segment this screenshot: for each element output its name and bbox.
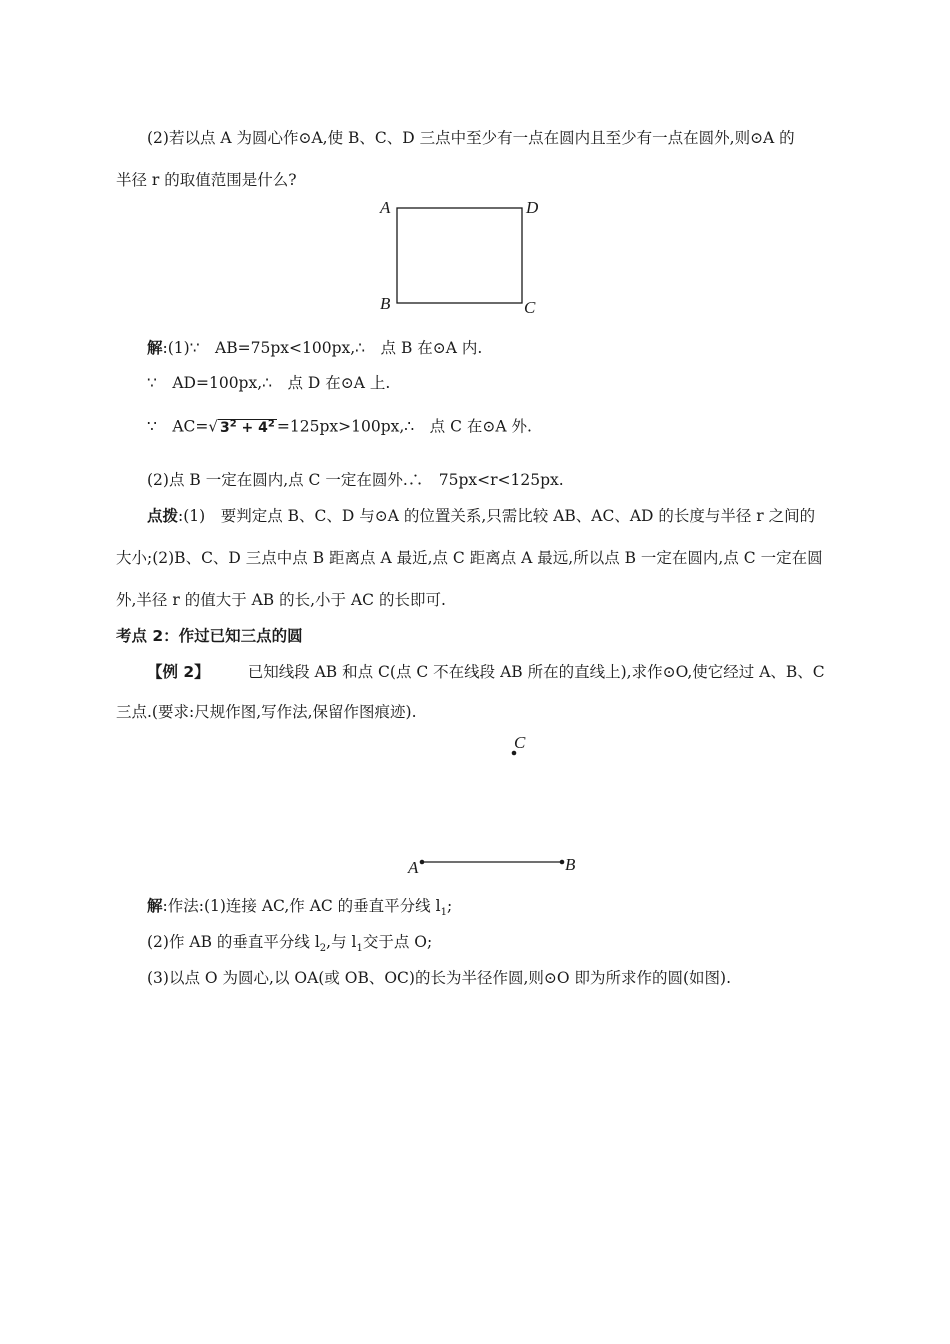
- point-label-b: B: [565, 855, 576, 874]
- example-2-line-2: 三点.(要求:尺规作图,写作法,保留作图痕迹).: [116, 703, 417, 721]
- example-2-label: 【例 2】: [147, 663, 210, 681]
- point-label-a: A: [408, 858, 419, 877]
- section-2-title: 考点 2：作过已知三点的圆: [116, 627, 303, 645]
- example-2-line-1: 【例 2】 已知线段 AB 和点 C(点 C 不在线段 AB 所在的直线上),求作⊙O,使它经过 A、B、C: [147, 663, 825, 681]
- point-a: [420, 860, 425, 865]
- solution-1-line-4: (2)点 B 一定在圆内,点 C 一定在圆外.∴ 75px<r<125px.: [147, 471, 564, 489]
- solution-2-line-2: (2)作 AB 的垂直平分线 $l_2$,与 $l_1$交于点 O;: [147, 933, 433, 955]
- solution-1-line-1: 解:(1)∵ AB=75px<100px,∴ 点 B 在⊙A 内.: [147, 339, 483, 357]
- hint-label: 点拨: [147, 507, 179, 525]
- hint-line-1: 点拨:(1) 要判定点 B、C、D 与⊙A 的位置关系,只需比较 AB、AC、AD 的长度与半径 r 之间的: [147, 507, 816, 525]
- solution-2-line-1: 解:作法:(1)连接 AC,作 AC 的垂直平分线 $l_1$;: [147, 897, 453, 919]
- question-2-line-2: 半径 r 的取值范围是什么?: [116, 171, 297, 189]
- sqrt-symbol: √: [208, 417, 218, 436]
- segment-ab-point-c-figure: [400, 728, 590, 880]
- rectangle-abcd-figure: [370, 195, 550, 320]
- solution-1-line-2: ∵ AD=100px,∴ 点 D 在⊙A 上.: [147, 374, 391, 392]
- vertex-label-c: C: [524, 298, 536, 317]
- question-2-line-1: (2)若以点 A 为圆心作⊙A,使 B、C、D 三点中至少有一点在圆内且至少有一点在圆外,则⊙A 的: [147, 129, 795, 147]
- point-label-c: C: [514, 733, 526, 752]
- point-b: [560, 860, 565, 865]
- sqrt-expression: $3^2 + 4^2$: [219, 418, 275, 436]
- hint-line-2: 大小;(2)B、C、D 三点中点 B 距离点 A 最近,点 C 距离点 A 最远,所以点 B 一定在圆内,点 C 一定在圆: [116, 549, 823, 567]
- solution-2-label: 解: [147, 897, 163, 915]
- vertex-label-d: D: [526, 198, 539, 217]
- vertex-label-b: B: [380, 294, 391, 313]
- hint-line-3: 外,半径 r 的值大于 AB 的长,小于 AC 的长即可.: [116, 591, 446, 609]
- rectangle-shape: [397, 208, 522, 303]
- solution-2-line-3: (3)以点 O 为圆心,以 OA(或 OB、OC)的长为半径作圆,则⊙O 即为所求作的圆(如图).: [147, 969, 732, 987]
- solution-1-line-3: ∵ AC=√ $3^2 + 4^2$ =125px>100px,∴ 点 C 在⊙A 外.: [147, 417, 532, 436]
- vertex-label-a: A: [380, 198, 391, 217]
- solution-label: 解: [147, 339, 163, 357]
